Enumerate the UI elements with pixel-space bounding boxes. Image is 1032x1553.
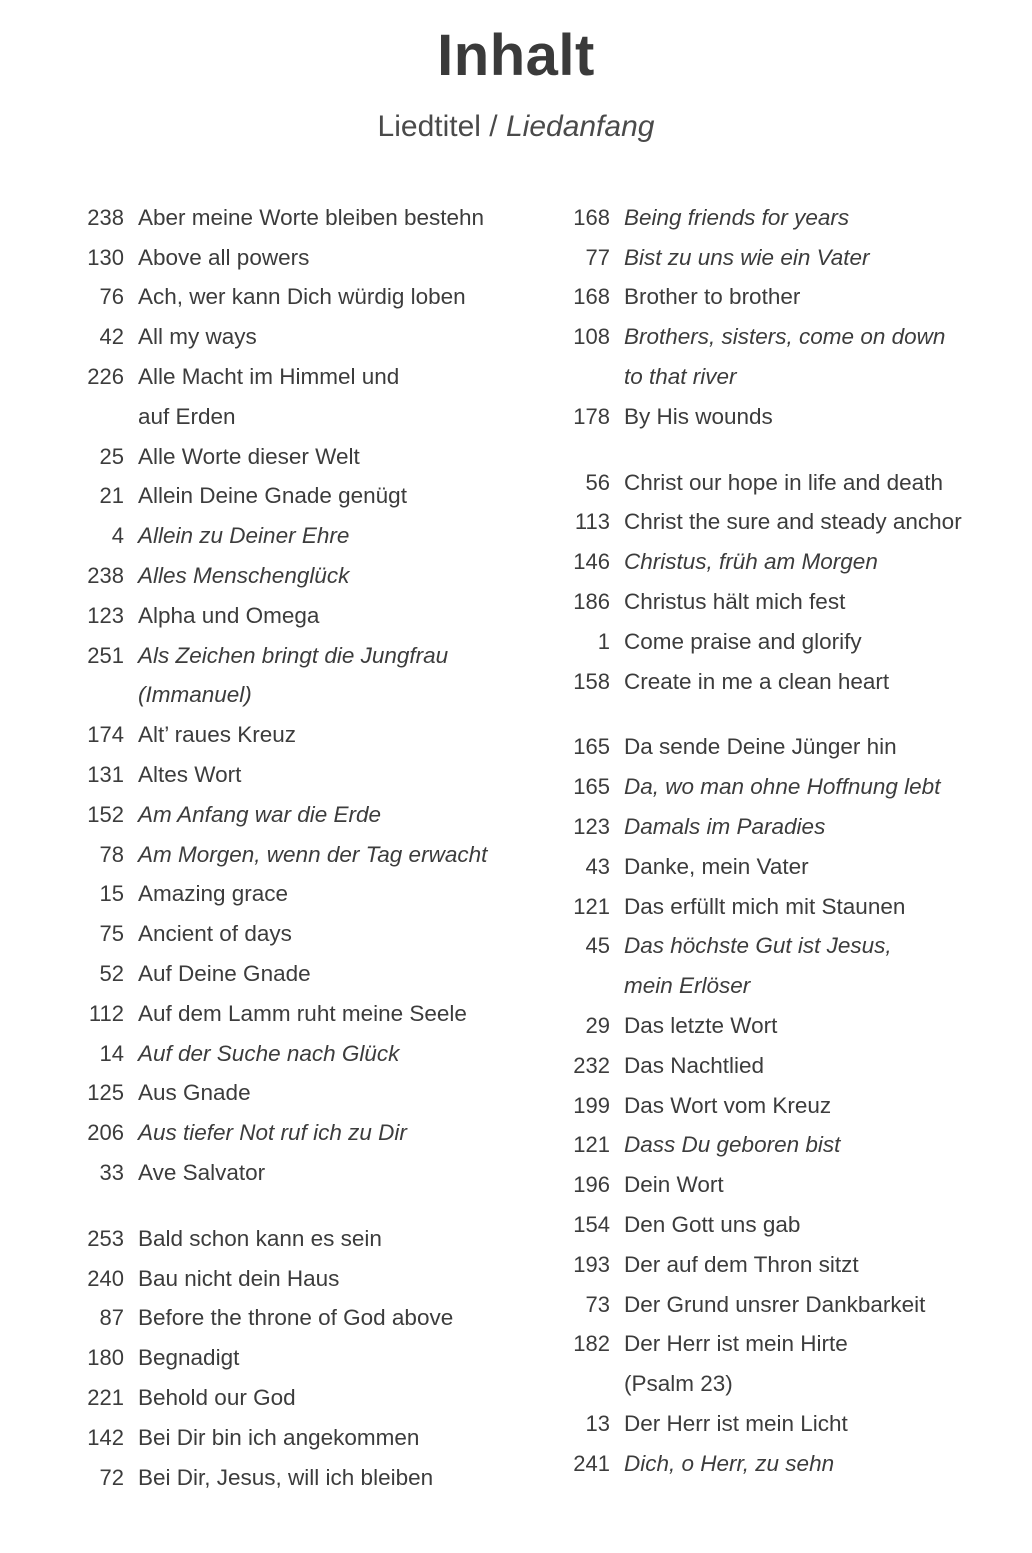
entry-title: Danke, mein Vater [624, 853, 809, 879]
index-entry[interactable] [76, 1002, 506, 1026]
index-entry[interactable] [562, 1372, 992, 1396]
index-entry[interactable] [76, 1081, 506, 1105]
index-entry[interactable] [76, 1466, 506, 1490]
entry-title: mein Erlöser [624, 973, 751, 999]
entry-title: Dein Wort [624, 1172, 724, 1198]
entry-page-number: 123 [87, 602, 124, 628]
entry-title: Der Herr ist mein Licht [624, 1410, 848, 1436]
entry-title: Begnadigt [138, 1345, 240, 1371]
entry-title: Before the throne of God above [138, 1305, 454, 1331]
entry-title: Das höchste Gut ist Jesus, [624, 933, 892, 959]
entry-title: Aus tiefer Not ruf ich zu Dir [138, 1120, 407, 1146]
entry-page-number: 182 [573, 1331, 610, 1357]
entry-title: Da sende Deine Jünger hin [624, 734, 897, 760]
entry-title: Come praise and glorify [624, 628, 862, 654]
entry-page-number: 76 [99, 284, 124, 310]
index-entry[interactable] [76, 206, 506, 230]
entry-page-number: 131 [87, 761, 124, 787]
entry-title: Create in me a clean heart [624, 668, 890, 694]
entry-title: Altes Wort [138, 761, 242, 787]
entry-page-number: 168 [573, 204, 610, 230]
index-entry[interactable] [562, 206, 992, 230]
entry-page-number: 108 [573, 324, 610, 350]
entry-page-number: 42 [99, 324, 124, 350]
index-entry[interactable] [562, 630, 992, 654]
entry-page-number: 178 [573, 403, 610, 429]
index-entry[interactable] [562, 246, 992, 270]
index-entry[interactable] [76, 484, 506, 508]
index-entry[interactable] [562, 285, 992, 309]
entry-title: Der Grund unsrer Dankbarkeit [624, 1291, 926, 1317]
entry-title: Der Herr ist mein Hirte [624, 1331, 848, 1357]
index-entry[interactable] [76, 405, 506, 429]
entry-page-number: 158 [573, 668, 610, 694]
index-entry[interactable] [76, 843, 506, 867]
entry-page-number: 142 [87, 1424, 124, 1450]
entry-page-number: 87 [99, 1305, 124, 1331]
entry-title: Das erfüllt mich mit Staunen [624, 893, 906, 919]
index-entry[interactable] [76, 285, 506, 309]
entry-title: (Psalm 23) [624, 1371, 733, 1397]
entry-title: Da, wo man ohne Hoffnung lebt [624, 774, 941, 800]
index-entry[interactable] [562, 855, 992, 879]
entry-page-number: 45 [585, 933, 610, 959]
entry-page-number: 56 [585, 469, 610, 495]
index-entry[interactable] [562, 325, 992, 349]
index-entry[interactable] [562, 775, 992, 799]
index-entry[interactable] [76, 604, 506, 628]
page-title: Inhalt [437, 23, 595, 88]
entry-title: Bist zu uns wie ein Vater [624, 244, 870, 270]
entry-title: Aus Gnade [138, 1080, 251, 1106]
index-entry[interactable] [562, 735, 992, 759]
contents-columns [0, 206, 1032, 1506]
index-entry[interactable] [562, 670, 992, 694]
index-entry[interactable] [76, 763, 506, 787]
index-entry[interactable] [76, 325, 506, 349]
index-entry[interactable] [562, 405, 992, 429]
entry-title: Ancient of days [138, 921, 292, 947]
index-entry[interactable] [76, 1267, 506, 1291]
entry-page-number: 221 [87, 1384, 124, 1410]
entry-page-number: 15 [99, 881, 124, 907]
index-entry[interactable] [76, 922, 506, 946]
entry-page-number: 13 [585, 1410, 610, 1436]
entry-title: Amazing grace [138, 881, 289, 907]
entry-title: All my ways [138, 324, 257, 350]
entry-page-number: 25 [99, 443, 124, 469]
index-entry[interactable] [562, 510, 992, 534]
entry-page-number: 113 [574, 509, 610, 535]
subtitle-plain: Liedtitel [377, 109, 481, 143]
index-entry[interactable] [562, 1332, 992, 1356]
entry-title: Das letzte Wort [624, 1012, 778, 1038]
entry-title: Ave Salvator [138, 1159, 266, 1185]
entry-page-number: 33 [99, 1159, 124, 1185]
index-entry[interactable] [76, 882, 506, 906]
entry-page-number: 238 [87, 204, 124, 230]
section-gap [562, 445, 992, 471]
index-entry[interactable] [562, 1412, 992, 1436]
entry-title: Am Morgen, wenn der Tag erwacht [138, 841, 488, 867]
entry-title: Dich, o Herr, zu sehn [624, 1450, 835, 1476]
entry-page-number: 199 [573, 1092, 610, 1118]
section-gap [76, 1201, 506, 1227]
entry-title: to that river [624, 363, 737, 389]
entry-title: Als Zeichen bringt die Jungfrau [138, 642, 449, 668]
entry-title: Above all powers [138, 244, 310, 270]
index-entry[interactable] [562, 550, 992, 574]
entry-page-number: 241 [573, 1450, 610, 1476]
index-entry[interactable] [562, 1293, 992, 1317]
entry-page-number: 52 [99, 960, 124, 986]
entry-title: Auf Deine Gnade [138, 960, 311, 986]
index-entry[interactable] [76, 962, 506, 986]
entry-title: Christ our hope in life and death [624, 469, 943, 495]
index-entry[interactable] [562, 1094, 992, 1118]
entry-page-number: 125 [87, 1080, 124, 1106]
index-entry[interactable] [76, 445, 506, 469]
entry-page-number: 75 [99, 921, 124, 947]
entry-page-number: 196 [573, 1172, 610, 1198]
subtitle-separator: / [489, 109, 498, 143]
entry-page-number: 72 [99, 1464, 124, 1490]
entry-page-number: 193 [573, 1251, 610, 1277]
entry-title: Being friends for years [624, 204, 850, 230]
entry-page-number: 146 [573, 549, 610, 575]
entry-title: Den Gott uns gab [624, 1211, 801, 1237]
entry-title: Damals im Paradies [624, 813, 826, 839]
entry-title: Bei Dir, Jesus, will ich bleiben [138, 1464, 434, 1490]
entry-page-number: 165 [573, 774, 610, 800]
entry-page-number: 1 [597, 628, 610, 654]
index-entry[interactable] [562, 895, 992, 919]
entry-title: Aber meine Worte bleiben bestehn [138, 204, 485, 230]
entry-page-number: 253 [87, 1225, 124, 1251]
entry-page-number: 78 [99, 841, 124, 867]
subtitle-italic: Liedanfang [505, 109, 655, 143]
entry-title: auf Erden [138, 403, 236, 429]
entry-title: Bau nicht dein Haus [138, 1265, 340, 1291]
entry-title: Allein zu Deiner Ehre [138, 523, 350, 549]
entry-title: Am Anfang war die Erde [138, 801, 382, 827]
entry-page-number: 240 [87, 1265, 124, 1291]
index-entry[interactable] [562, 934, 992, 958]
index-entry[interactable] [76, 1386, 506, 1410]
entry-page-number: 4 [111, 523, 124, 549]
entry-page-number: 121 [573, 1132, 610, 1158]
index-entry[interactable] [76, 1426, 506, 1450]
entry-title: Allein Deine Gnade genügt [138, 483, 407, 509]
entry-title: Christus hält mich fest [624, 588, 846, 614]
entry-page-number: 121 [573, 893, 610, 919]
entry-title: Alles Menschenglück [138, 562, 350, 588]
entry-title: Das Nachtlied [624, 1052, 765, 1078]
entry-page-number: 29 [585, 1012, 610, 1038]
entry-title: Brother to brother [624, 284, 801, 310]
entry-page-number: 77 [585, 244, 610, 270]
entry-page-number: 165 [573, 734, 610, 760]
entry-title: Alt’ raues Kreuz [138, 722, 296, 748]
index-entry[interactable] [562, 974, 992, 998]
index-entry[interactable] [76, 1161, 506, 1185]
entry-title: Christ the sure and steady anchor [624, 509, 962, 535]
index-entry[interactable] [76, 1042, 506, 1066]
index-entry[interactable] [562, 815, 992, 839]
entry-title: Das Wort vom Kreuz [624, 1092, 832, 1118]
index-entry[interactable] [76, 723, 506, 747]
entry-page-number: 21 [99, 483, 124, 509]
entry-page-number: 206 [87, 1120, 124, 1146]
index-entry[interactable] [76, 524, 506, 548]
entry-title: Alpha und Omega [138, 602, 320, 628]
entry-page-number: 112 [88, 1000, 124, 1026]
index-entry[interactable] [562, 1014, 992, 1038]
index-entry[interactable] [76, 1306, 506, 1330]
contents-column-right [562, 206, 992, 1506]
entry-page-number: 43 [585, 853, 610, 879]
index-entry[interactable] [562, 365, 992, 389]
index-entry[interactable] [562, 1173, 992, 1197]
contents-column-left [76, 206, 506, 1506]
entry-page-number: 130 [87, 244, 124, 270]
index-entry[interactable] [562, 1213, 992, 1237]
entry-title: Bei Dir bin ich angekommen [138, 1424, 420, 1450]
entry-page-number: 251 [87, 642, 124, 668]
entry-title: Christus, früh am Morgen [624, 549, 878, 575]
index-entry[interactable] [562, 1253, 992, 1277]
entry-page-number: 14 [99, 1040, 124, 1066]
index-entry[interactable] [76, 246, 506, 270]
index-entry[interactable] [562, 1452, 992, 1476]
entry-page-number: 238 [87, 562, 124, 588]
index-entry[interactable] [76, 644, 506, 668]
entry-title: By His wounds [624, 403, 773, 429]
index-entry[interactable] [562, 471, 992, 495]
entry-page-number: 226 [87, 363, 124, 389]
index-entry[interactable] [76, 1121, 506, 1145]
entry-page-number: 168 [573, 284, 610, 310]
entry-title: Auf der Suche nach Glück [138, 1040, 400, 1066]
entry-page-number: 123 [573, 813, 610, 839]
entry-title: Brothers, sisters, come on down [624, 324, 946, 350]
entry-title: Behold our God [138, 1384, 296, 1410]
entry-title: Der auf dem Thron sitzt [624, 1251, 859, 1277]
index-entry[interactable] [76, 1227, 506, 1251]
entry-title: Auf dem Lamm ruht meine Seele [138, 1000, 467, 1026]
index-entry[interactable] [76, 564, 506, 588]
index-entry[interactable] [76, 803, 506, 827]
entry-title: Ach, wer kann Dich würdig loben [138, 284, 466, 310]
index-entry[interactable] [562, 1054, 992, 1078]
entry-page-number: 232 [573, 1052, 610, 1078]
section-gap [562, 709, 992, 735]
entry-title: Alle Macht im Himmel und [138, 363, 400, 389]
entry-title: (Immanuel) [138, 682, 252, 708]
entry-page-number: 174 [87, 722, 124, 748]
entry-page-number: 154 [573, 1211, 610, 1237]
entry-title: Alle Worte dieser Welt [138, 443, 360, 469]
entry-title: Bald schon kann es sein [138, 1225, 382, 1251]
index-entry[interactable] [76, 683, 506, 707]
entry-title: Dass Du geboren bist [624, 1132, 841, 1158]
entry-page-number: 73 [585, 1291, 610, 1317]
index-entry[interactable] [562, 590, 992, 614]
entry-page-number: 180 [87, 1345, 124, 1371]
page-subtitle [0, 110, 1032, 144]
index-entry[interactable] [76, 1346, 506, 1370]
index-entry[interactable] [562, 1133, 992, 1157]
entry-page-number: 152 [87, 801, 124, 827]
entry-page-number: 186 [573, 588, 610, 614]
index-entry[interactable] [76, 365, 506, 389]
